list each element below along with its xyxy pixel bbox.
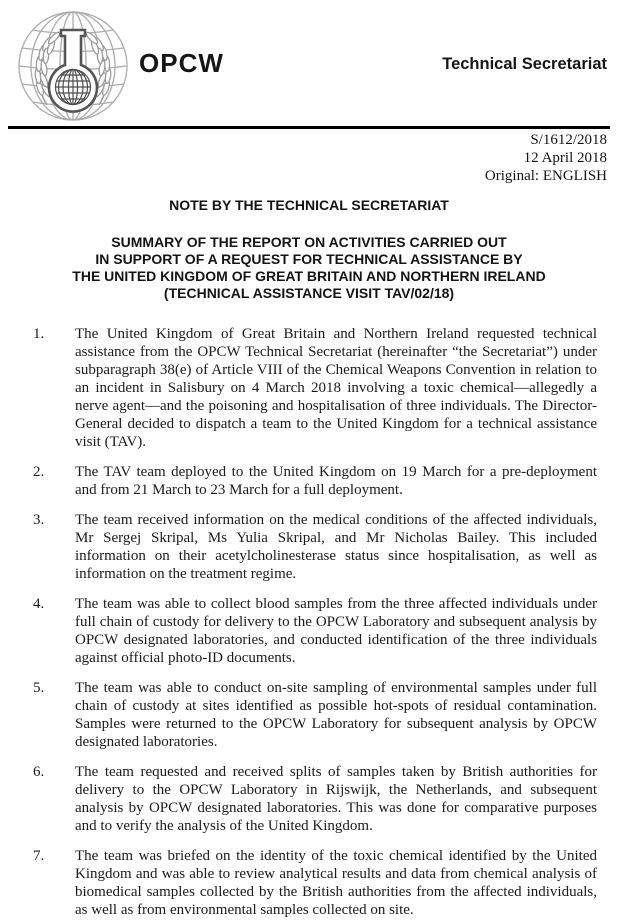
doc-subtitle [0,234,618,302]
doc-date: 12 April 2018 [523,150,607,166]
paragraph-text: The team was able to conduct on-site sampling of environmental samples under full chain of custody at sites identified as possible hot-spots of residual contamination. Samples were returned to the OPCW Laboratory for subsequent analysis by OPCW designated laboratories. [75,680,597,750]
paragraph-text: The team was briefed on the identity of the toxic chemical identified by the United Kingdom and was able to review analytical results and data from chemical analysis of biomedical samples collected by the British authorities from the affected individuals, as well as from environmental samples collected on site. [75,848,597,918]
numbered-paragraph [33,463,597,499]
org-unit-label: Technical Secretariat [442,55,607,73]
paragraph-number: 2. [33,464,45,480]
numbered-paragraph [33,679,597,751]
doc-subtitle-line: IN SUPPORT OF A REQUEST FOR TECHNICAL ASSISTANCE BY [95,251,523,267]
opcw-emblem-icon [14,10,132,124]
doc-reference: S/1612/2018 [530,132,607,148]
numbered-paragraph [33,325,597,451]
doc-subtitle-line: (TECHNICAL ASSISTANCE VISIT TAV/02/18) [163,285,455,301]
paragraph-text: The team was able to collect blood samples from the three affected individuals under full chain of custody for delivery to the OPCW Laboratory and subsequent analysis by OPCW designated laboratories, and conducted identification of the three individuals against official photo-ID documents. [75,596,597,666]
doc-subtitle-line: SUMMARY OF THE REPORT ON ACTIVITIES CARRIED OUT [111,234,507,250]
paragraph-number: 6. [33,764,45,780]
paragraph-text: The team received information on the medical conditions of the affected individuals, Mr Sergej Skripal, Ms Yulia Skripal, and Mr Nicholas Bailey. This included information on their acetylcholinesterase status since hospitalisation, as well as information on the treatment regime. [75,512,597,582]
numbered-paragraph [33,763,597,835]
paragraph-number: 5. [33,680,45,696]
doc-info-block [485,131,607,185]
doc-title: NOTE BY THE TECHNICAL SECRETARIAT [169,197,449,213]
numbered-paragraph [33,847,597,919]
paragraph-text: The team requested and received splits of samples taken by British authorities for delivery to the OPCW Laboratory in Rijswijk, the Netherlands, and subsequent analysis by OPCW designated laboratories. This was done for comparative purposes and to verify the analysis of the United Kingdom. [75,764,597,834]
flask-globe [56,70,91,105]
paragraph-number: 7. [33,848,45,864]
paragraph-number: 4. [33,596,45,612]
numbered-paragraph [33,595,597,667]
opcw-wordmark: OPCW [139,48,224,78]
paragraph-list [33,325,597,919]
numbered-paragraph [33,511,597,583]
header-divider [8,126,610,129]
paragraph-text: The United Kingdom of Great Britain and Northern Ireland requested technical assistance from the OPCW Technical Secretariat (hereinafter “the Secretariat”) under subparagraph 38(e) of Article VIII of the Chemical Weapons Convention in relation to an incident in Salisbury on 4 March 2018 involving a toxic chemical—allegedly a nerve agent—and the poisoning and hospitalisation of three individuals. The Director-General decided to dispatch a team to the United Kingdom for a technical assistance visit (TAV). [75,326,597,450]
doc-subtitle-line: THE UNITED KINGDOM OF GREAT BRITAIN AND NORTHERN IRELAND [72,268,546,284]
doc-original-language: Original: ENGLISH [484,168,607,184]
paragraph-number: 3. [33,512,45,528]
paragraph-number: 1. [33,326,45,342]
paragraph-text: The TAV team deployed to the United Kingdom on 19 March for a pre-deployment and from 21 March to 23 March for a full deployment. [75,464,597,498]
